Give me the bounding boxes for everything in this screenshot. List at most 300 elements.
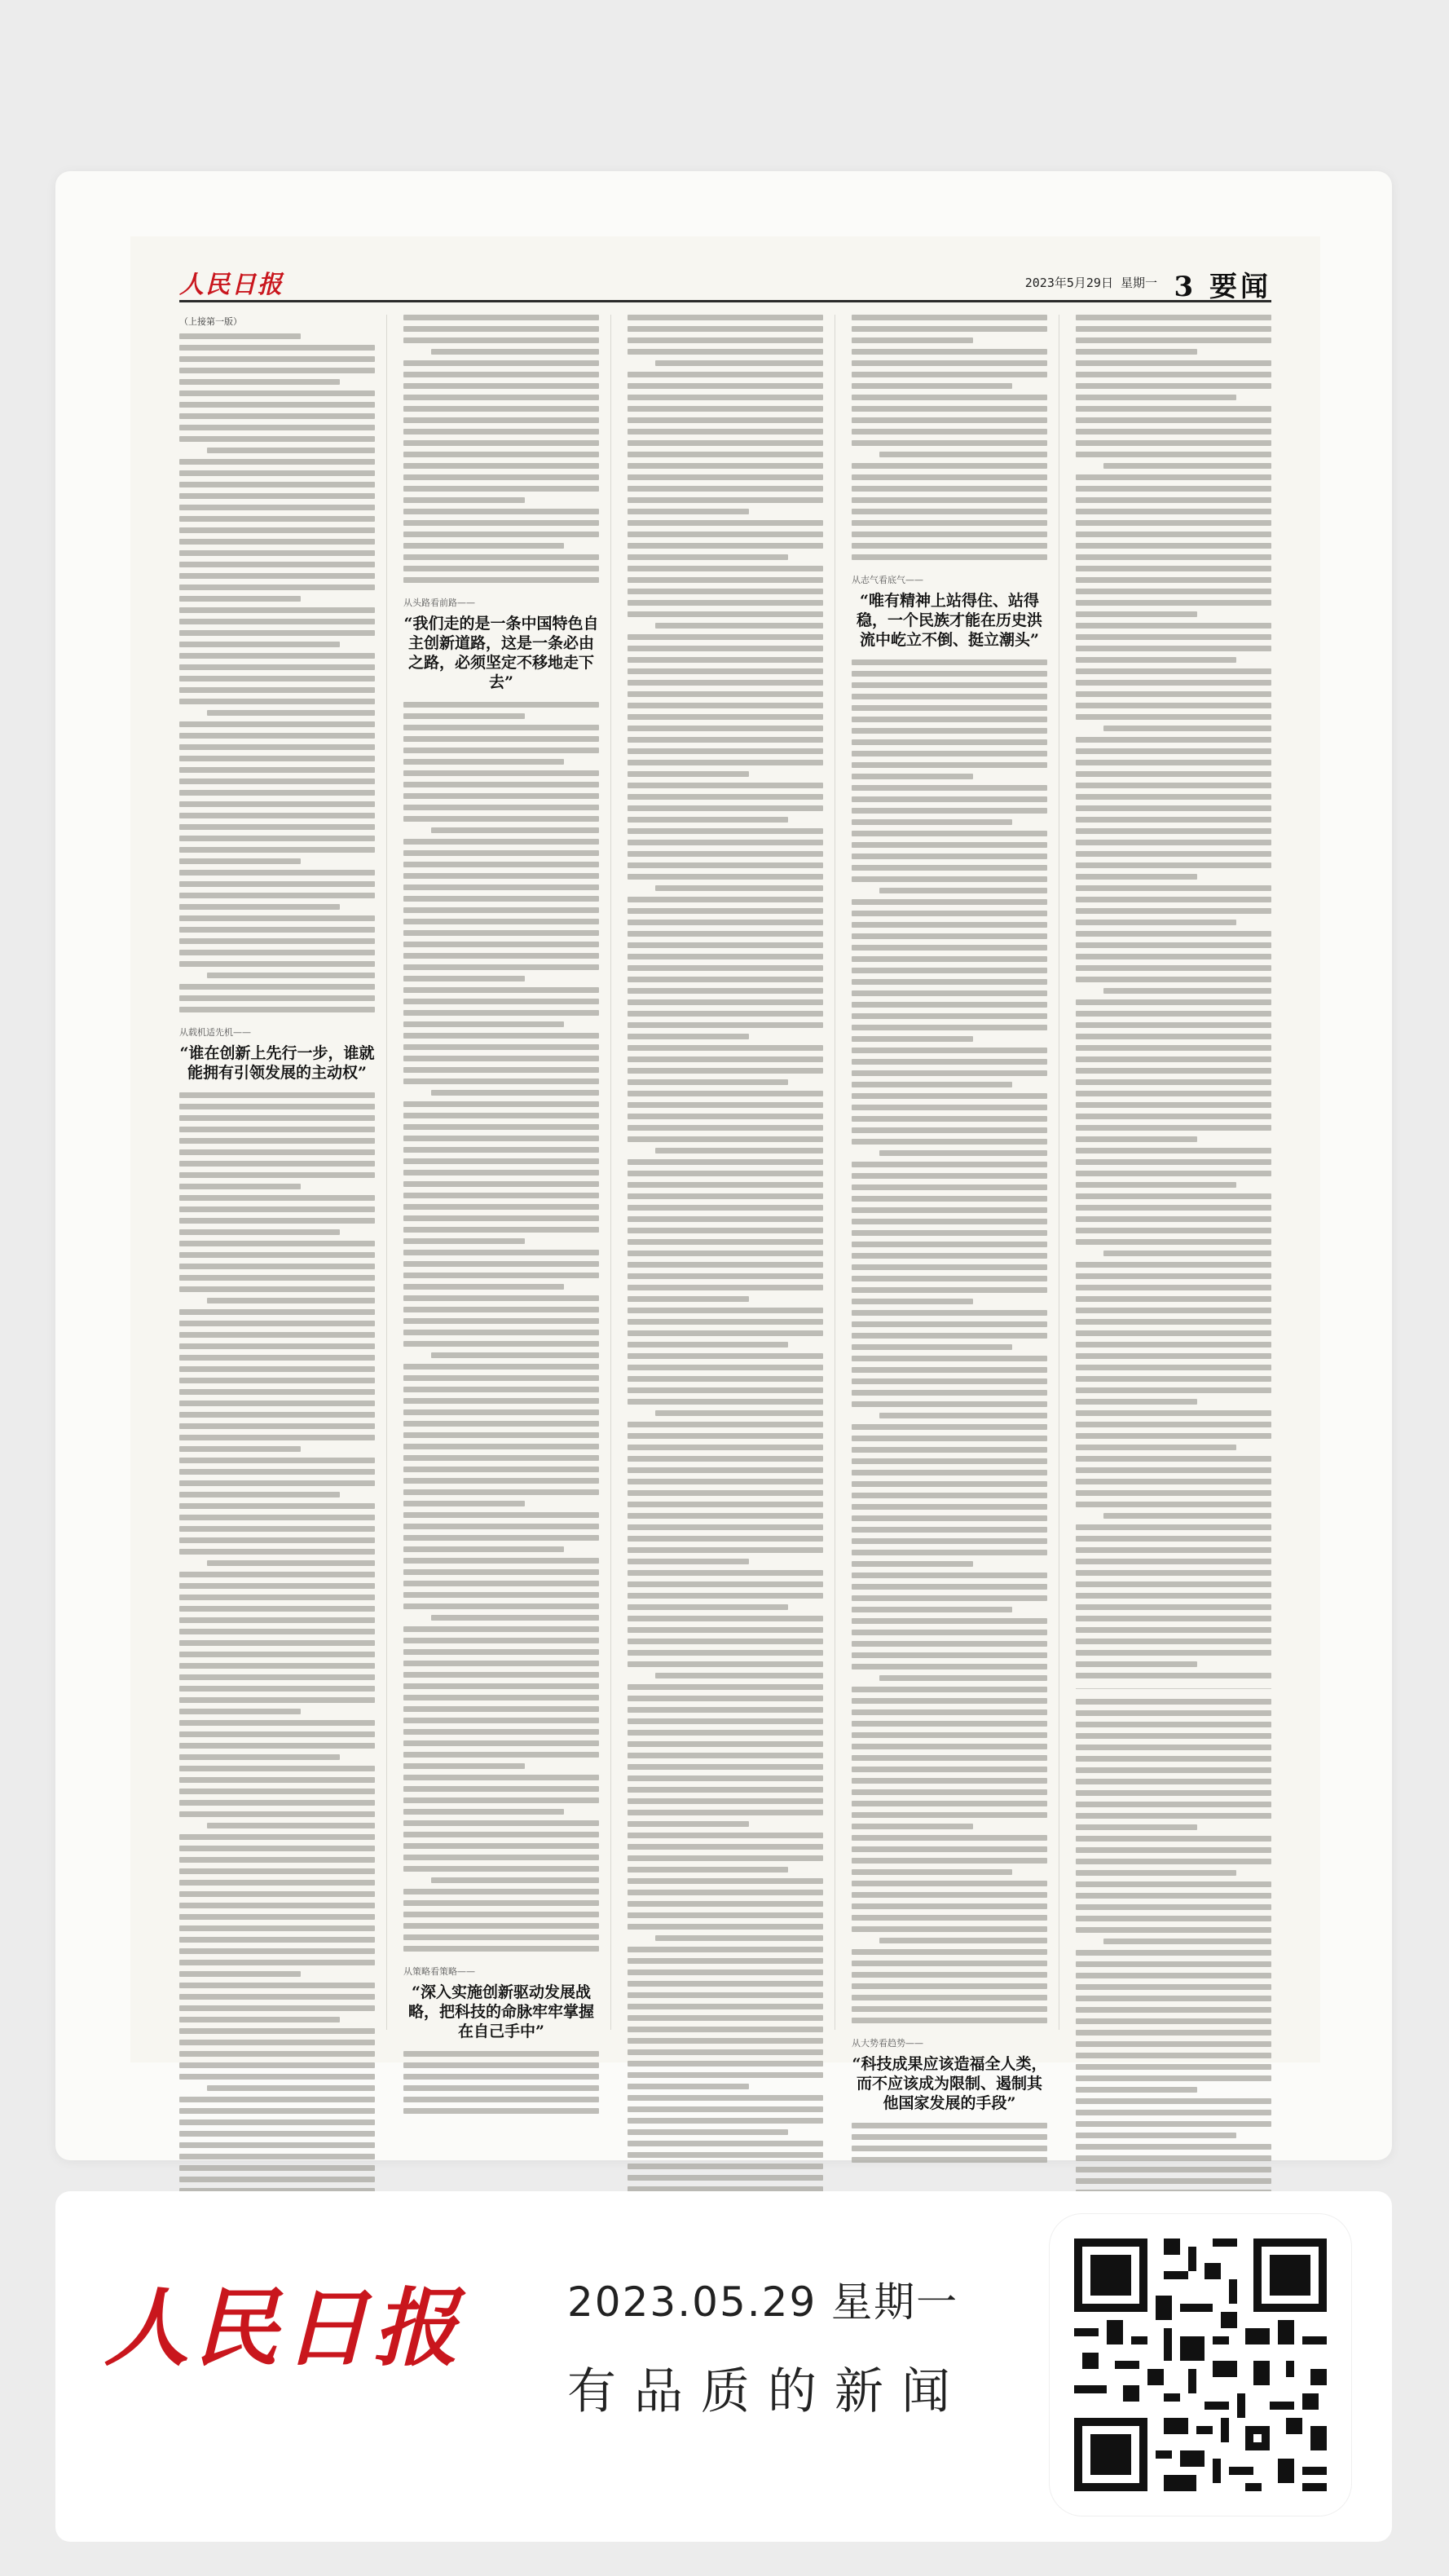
text-line (403, 2097, 599, 2102)
text-line (628, 1011, 823, 1017)
text-line (179, 1857, 375, 1863)
text-line (1076, 794, 1271, 800)
text-line (1076, 1376, 1271, 1382)
text-line (179, 1480, 375, 1486)
column-1-text-upper (179, 333, 375, 1012)
text-line (1076, 2053, 1271, 2058)
column-2-text-middle (403, 702, 599, 1952)
text-line (852, 728, 1047, 734)
text-line (628, 657, 823, 663)
text-line (628, 691, 823, 697)
text-line (1076, 383, 1271, 389)
text-line (852, 979, 1047, 985)
text-line (1076, 2087, 1197, 2093)
text-line (628, 1467, 823, 1473)
text-line (1076, 474, 1271, 480)
footer-slogan: 有品质的新闻 (567, 2363, 968, 2420)
text-line (852, 1287, 1047, 1293)
text-line (1076, 1559, 1271, 1564)
text-line (1076, 532, 1271, 537)
text-line (403, 383, 599, 389)
text-line (852, 1789, 1047, 1795)
text-line (179, 1355, 375, 1361)
text-line (852, 406, 1047, 412)
text-line (403, 463, 599, 469)
column-1-lead: （上接第一版） (179, 316, 242, 327)
text-line (1076, 1927, 1271, 1933)
text-line (179, 1880, 375, 1886)
text-line (852, 474, 1047, 480)
text-line (852, 1858, 1047, 1864)
text-line (852, 1744, 1047, 1749)
qr-code-graphic (1066, 2230, 1335, 2499)
text-line (1103, 1939, 1271, 1944)
text-line (1076, 931, 1271, 937)
column-2-text-upper (403, 315, 599, 583)
text-line (403, 1763, 525, 1769)
text-line (179, 847, 375, 853)
text-line (852, 1550, 1047, 1555)
text-line (1076, 2075, 1271, 2081)
text-line (852, 1013, 1047, 1019)
text-line (852, 520, 1047, 526)
text-line (1076, 703, 1271, 708)
text-line (403, 1661, 599, 1666)
text-line (1076, 760, 1271, 765)
text-line (628, 828, 823, 834)
text-line (179, 1846, 375, 1851)
text-line (628, 2129, 788, 2135)
text-line (628, 1273, 823, 1279)
text-line (1076, 1824, 1197, 1830)
text-line (628, 315, 823, 320)
text-line (628, 1068, 823, 1074)
text-line (1076, 554, 1271, 560)
text-line (852, 349, 1047, 355)
text-line (403, 702, 599, 708)
text-line (852, 1561, 973, 1567)
text-line (1076, 1779, 1271, 1784)
text-line (628, 874, 823, 880)
text-line (628, 1479, 823, 1484)
text-line (179, 1412, 375, 1418)
text-line (852, 831, 1047, 836)
text-line (852, 554, 1047, 560)
text-line (852, 509, 1047, 514)
text-line (179, 1435, 375, 1440)
text-line (852, 1253, 1047, 1259)
text-line (852, 911, 1047, 916)
text-line (179, 573, 375, 579)
text-line (179, 1127, 375, 1132)
text-line (1076, 1056, 1271, 1062)
text-line (403, 1238, 525, 1244)
text-line (852, 1515, 1047, 1521)
text-line (179, 1583, 375, 1589)
text-line (628, 1604, 788, 1610)
text-line (403, 942, 599, 947)
text-line (852, 1070, 1047, 1076)
text-line (628, 349, 823, 355)
text-line (179, 2142, 375, 2148)
text-line (403, 770, 599, 776)
text-line (852, 1436, 1047, 1441)
text-line (403, 1592, 599, 1598)
text-line (179, 584, 375, 590)
text-line (179, 904, 340, 910)
text-line (852, 440, 1047, 446)
text-line (403, 1261, 599, 1267)
text-line (179, 779, 375, 784)
text-line (179, 1891, 375, 1897)
text-line (179, 1458, 375, 1463)
text-line (403, 793, 599, 799)
text-line (852, 1367, 1047, 1373)
text-line (628, 1079, 788, 1085)
text-line (403, 1375, 599, 1381)
text-line (1076, 1319, 1271, 1325)
text-line (403, 1729, 599, 1735)
text-line (852, 1961, 1047, 1966)
text-line (852, 956, 1047, 962)
text-line (852, 694, 1047, 699)
text-line (403, 725, 599, 730)
text-line (628, 326, 823, 332)
text-line (403, 1581, 599, 1586)
text-line (628, 1696, 823, 1701)
text-line (852, 1755, 1047, 1761)
text-line (403, 1478, 599, 1484)
text-line (403, 1683, 599, 1689)
text-line (403, 1227, 599, 1233)
text-line (431, 1615, 599, 1621)
text-line (1076, 2121, 1271, 2127)
text-line (628, 2175, 823, 2181)
qr-code-icon[interactable] (1050, 2214, 1351, 2516)
text-line (179, 1572, 375, 1577)
text-line (628, 1251, 823, 1256)
text-line (179, 1971, 301, 1977)
text-line (403, 1843, 599, 1849)
text-line (628, 840, 823, 845)
text-line (852, 1002, 1047, 1008)
text-line (879, 888, 1047, 893)
text-line (403, 2051, 599, 2057)
text-line (179, 1663, 375, 1669)
text-line (403, 1489, 599, 1495)
text-line (179, 379, 340, 385)
text-line (1076, 1536, 1271, 1542)
text-line (179, 1617, 375, 1623)
text-line (179, 801, 375, 807)
text-line (628, 1593, 823, 1599)
text-line (179, 516, 375, 522)
text-line (403, 1912, 599, 1917)
text-line (852, 372, 1047, 377)
text-line (431, 1090, 599, 1096)
text-line (852, 968, 1047, 973)
text-line (179, 1640, 375, 1646)
text-line (179, 482, 375, 487)
text-line (852, 532, 1047, 537)
text-line (403, 1706, 599, 1712)
text-line (852, 1184, 1047, 1190)
text-line (179, 653, 375, 659)
text-line (628, 634, 823, 640)
text-line (628, 383, 823, 389)
text-line (1076, 2155, 1271, 2161)
text-line (403, 1638, 599, 1643)
text-line (852, 1972, 1047, 1978)
text-line (1076, 646, 1271, 651)
text-line (852, 2134, 1047, 2140)
text-line (852, 1139, 1047, 1145)
text-line (179, 1515, 375, 1520)
text-line (852, 1641, 1047, 1647)
text-line (628, 714, 823, 720)
text-line (403, 372, 599, 377)
text-line (179, 1389, 375, 1395)
text-line (403, 1923, 599, 1929)
text-line (852, 1995, 1047, 2000)
text-line (628, 1536, 823, 1542)
text-line (628, 1125, 823, 1131)
text-line (628, 1262, 823, 1268)
text-line (852, 990, 1047, 996)
column-2-kicker: 从头路看前路—— (403, 598, 475, 608)
text-line (403, 417, 599, 423)
text-line (179, 1811, 375, 1817)
text-line (431, 827, 599, 833)
text-line (852, 1344, 1012, 1350)
column-1 (179, 315, 387, 2030)
text-line (852, 1458, 1047, 1464)
column-5-text-lower (1076, 1699, 1271, 2195)
text-line (628, 668, 823, 674)
text-line (1076, 1045, 1271, 1051)
text-line (628, 429, 823, 434)
text-line (1076, 360, 1271, 366)
text-line (1076, 2030, 1271, 2036)
text-line (1076, 1239, 1271, 1245)
text-line (628, 1171, 823, 1176)
text-line (628, 646, 823, 651)
column-3-text (628, 315, 823, 2477)
text-line (403, 1318, 599, 1324)
text-line (628, 908, 823, 914)
footer-logo: 人民日报 (104, 2278, 464, 2378)
text-line (179, 368, 375, 373)
text-line (179, 1007, 375, 1012)
text-line (179, 2028, 375, 2034)
text-line (179, 938, 375, 944)
text-line (852, 796, 1047, 802)
text-line (403, 543, 564, 549)
text-line (655, 623, 823, 629)
text-line (1076, 1479, 1271, 1484)
text-line (852, 842, 1047, 848)
text-line (403, 1284, 564, 1290)
text-line (1076, 566, 1271, 571)
text-line (852, 785, 1047, 791)
text-line (207, 1560, 375, 1566)
text-line (628, 543, 823, 549)
text-line (628, 897, 823, 902)
text-line (628, 440, 823, 446)
text-line (179, 836, 375, 841)
text-line (628, 999, 823, 1005)
text-line (628, 2072, 823, 2078)
text-line (179, 1469, 375, 1475)
text-line (1076, 748, 1271, 754)
text-line (852, 819, 1012, 825)
text-line (403, 2108, 599, 2114)
text-line (403, 1558, 599, 1564)
text-line (179, 1206, 375, 1212)
text-line (852, 1093, 1047, 1099)
text-line (852, 1401, 1047, 1407)
text-line (628, 2027, 823, 2032)
text-line (1076, 657, 1236, 663)
text-line (403, 474, 599, 480)
text-line (1076, 600, 1271, 606)
text-line (179, 505, 375, 510)
text-line (1076, 1650, 1271, 1656)
text-line (1076, 1490, 1271, 1496)
column-5-divider (1076, 1688, 1271, 1689)
text-line (179, 607, 375, 613)
text-line (179, 345, 375, 351)
text-line (403, 315, 599, 320)
text-line (852, 1493, 1047, 1498)
text-line (852, 1333, 1047, 1339)
text-line (655, 1410, 823, 1416)
text-line (403, 486, 599, 492)
text-line (179, 870, 375, 876)
text-line (1076, 1342, 1271, 1348)
text-line (431, 1352, 599, 1358)
text-line (628, 1205, 823, 1211)
text-line (852, 1264, 1047, 1270)
text-line (179, 2177, 375, 2182)
text-line (1076, 1102, 1271, 1108)
text-line (179, 2062, 375, 2068)
text-line (628, 452, 823, 457)
text-line (852, 1036, 973, 1042)
column-4b-subhead-block (852, 2036, 1047, 2113)
column-4 (852, 315, 1059, 2112)
text-line (1076, 2178, 1271, 2184)
text-line (179, 1092, 375, 1098)
text-line (403, 759, 564, 765)
text-line (628, 1581, 823, 1587)
text-line (628, 474, 823, 480)
text-line (1076, 1710, 1271, 1716)
text-line (1076, 1756, 1271, 1762)
text-line (403, 1273, 599, 1278)
text-line (628, 1947, 823, 1952)
text-line (1076, 1813, 1271, 1819)
text-line (1076, 1365, 1271, 1370)
text-line (179, 733, 375, 739)
text-line (179, 1960, 375, 1965)
text-line (207, 973, 375, 978)
text-line (852, 1573, 1047, 1578)
masthead-logo: 人民日报 (179, 271, 284, 299)
text-line (403, 1409, 599, 1415)
text-line (1076, 1034, 1271, 1039)
text-line (403, 1067, 599, 1073)
text-line (628, 1319, 823, 1325)
text-line (179, 664, 375, 670)
text-line (628, 566, 823, 571)
text-line (403, 1204, 599, 1210)
text-line (179, 1184, 301, 1189)
text-line (403, 1398, 599, 1404)
text-line (1076, 1593, 1271, 1599)
text-line (628, 1616, 823, 1621)
text-line (1076, 417, 1271, 423)
text-line (403, 566, 599, 571)
text-line (1076, 1790, 1271, 1796)
text-line (403, 440, 599, 446)
text-line (628, 1136, 823, 1142)
text-line (628, 2015, 823, 2021)
text-line (179, 1149, 375, 1155)
text-line (852, 417, 1047, 423)
newspaper-card (55, 171, 1392, 2160)
text-line (403, 1158, 599, 1164)
text-line (403, 884, 599, 890)
text-line (403, 1603, 599, 1609)
text-line (1076, 1148, 1271, 1153)
text-line (1076, 1068, 1271, 1074)
text-line (1076, 1308, 1271, 1313)
text-line (628, 1433, 823, 1439)
text-line (852, 326, 1047, 332)
text-line (852, 1584, 1047, 1590)
text-line (628, 1365, 823, 1370)
text-line (431, 1877, 599, 1883)
text-line (403, 452, 599, 457)
text-line (628, 942, 823, 948)
text-line (1076, 1159, 1271, 1165)
column-1-subhead: “谁在创新上先行一步，谁就能拥有引领发展的主动权” (179, 1044, 375, 1082)
text-line (852, 671, 1047, 677)
text-line (879, 452, 1047, 457)
text-line (628, 463, 823, 469)
text-line (403, 839, 599, 845)
text-line (1076, 2007, 1271, 2013)
text-line (403, 1524, 599, 1529)
text-line (403, 1740, 599, 1746)
text-line (628, 395, 823, 400)
text-line (403, 919, 599, 924)
text-line (179, 1252, 375, 1258)
text-line (403, 395, 599, 400)
text-line (852, 1105, 1047, 1110)
text-line (852, 774, 973, 779)
text-line (628, 1867, 788, 1872)
text-line (628, 988, 823, 994)
text-line (1076, 543, 1271, 549)
text-line (1076, 577, 1271, 583)
text-line (628, 406, 823, 412)
text-line (403, 1467, 599, 1472)
text-line (179, 1172, 375, 1178)
text-line (852, 1812, 1047, 1818)
text-line (879, 1938, 1047, 1943)
